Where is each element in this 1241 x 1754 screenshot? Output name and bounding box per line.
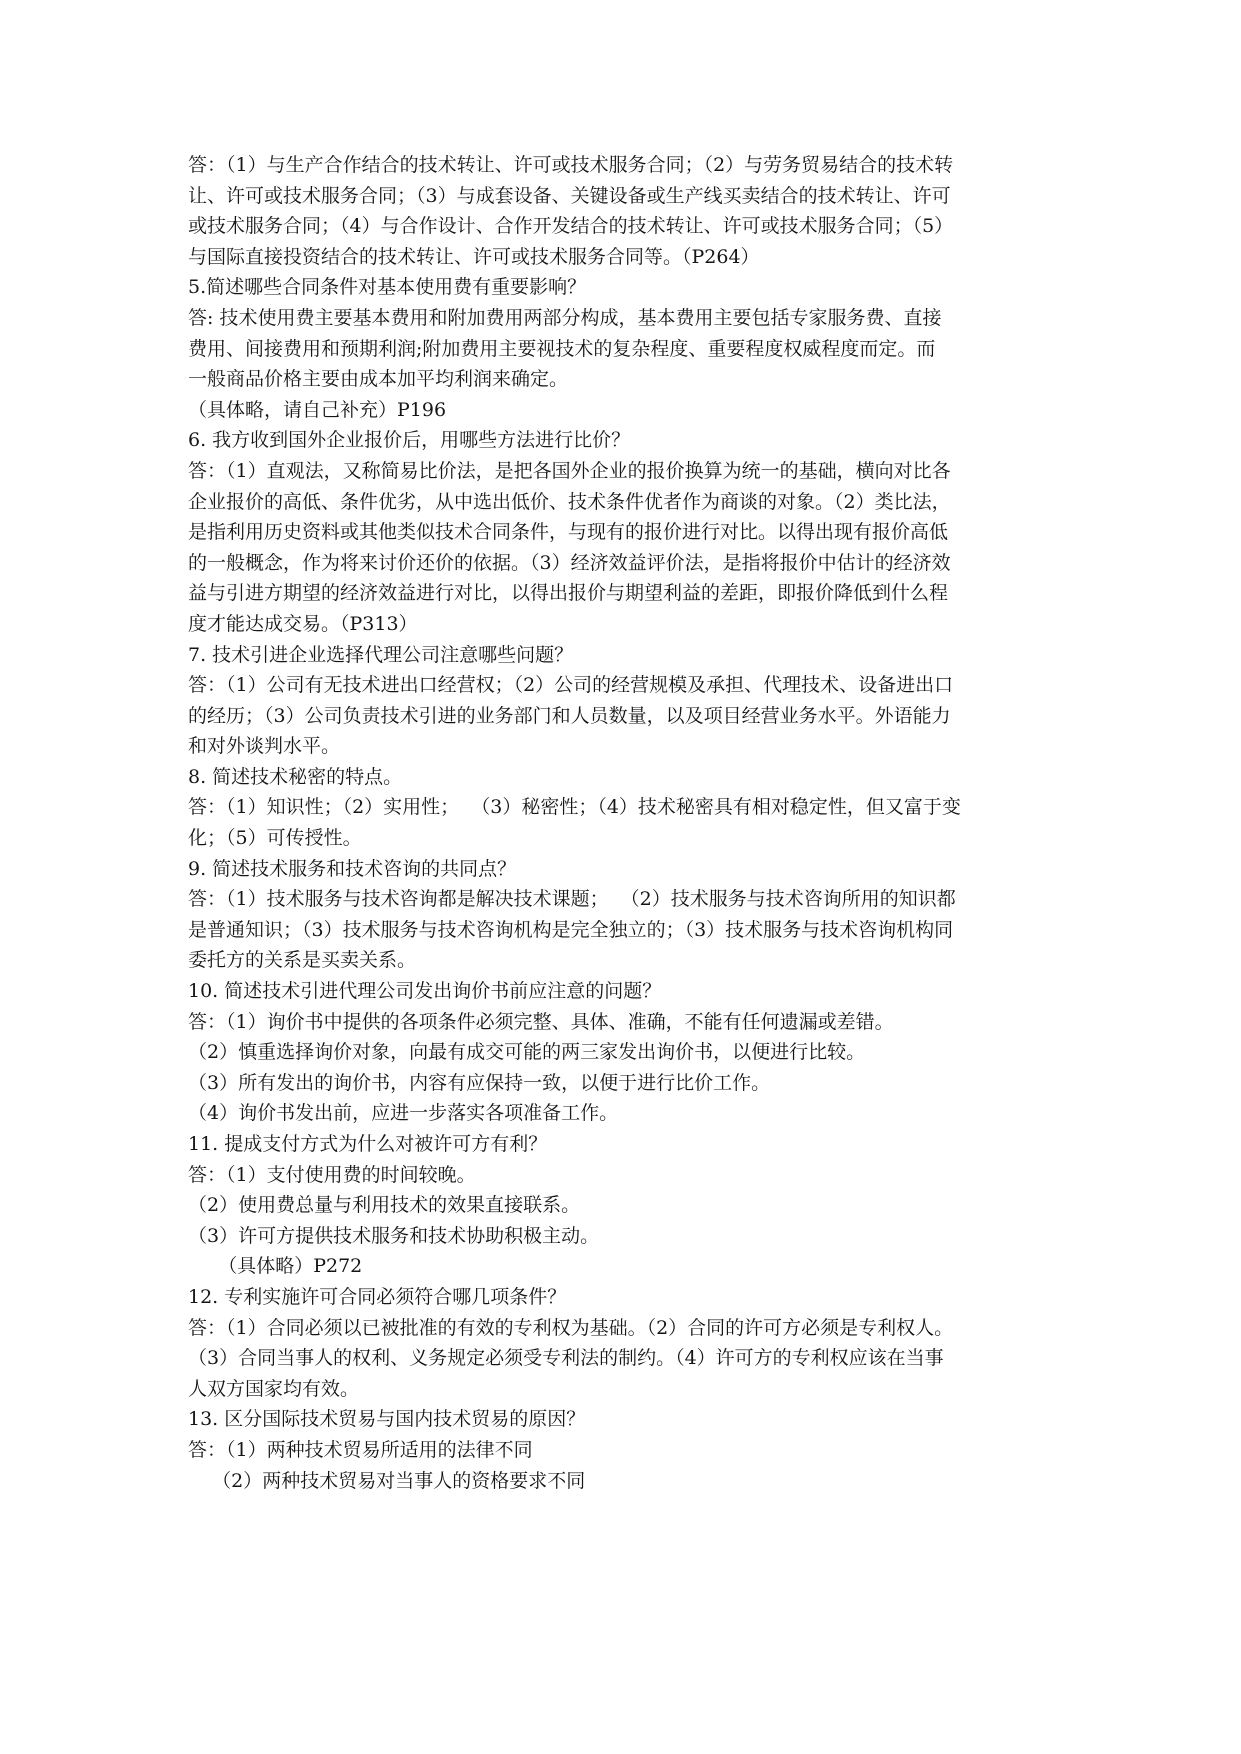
question-line: 13. 区分国际技术贸易与国内技术贸易的原因？ <box>188 1408 586 1431</box>
text-line: （2）慎重选择询价对象，向最有成交可能的两三家发出询价书，以便进行比较。 <box>188 1041 866 1064</box>
text-line: 让、许可或技术服务合同；（3）与成套设备、关键设备或生产线买卖结合的技术转让、许可 <box>188 184 951 207</box>
text-line: （3）合同当事人的权利、义务规定必须受专利法的制约。（4）许可方的专利权应该在当事 <box>188 1347 944 1370</box>
text-line: 答：（1）直观法，又称简易比价法，是把各国外企业的报价换算为统一的基础，横向对比各 <box>188 459 951 482</box>
text-line: 化；（5）可传授性。 <box>188 827 362 850</box>
text-line: （4）询价书发出前，应进一步落实各项准备工作。 <box>188 1102 619 1125</box>
text-line: 的经历；（3）公司负责技术引进的业务部门和人员数量，以及项目经营业务水平。外语能力 <box>188 704 951 727</box>
text-line: 企业报价的高低、条件优劣，从中选出低价、技术条件优者作为商谈的对象。（2）类比法， <box>188 490 951 513</box>
text-line: 答：（1）技术服务与技术咨询都是解决技术课题； （2）技术服务与技术咨询所用的知识都 <box>188 888 956 911</box>
text-line: 答：（1）两种技术贸易所适用的法律不同 <box>188 1438 533 1461</box>
text-line: 费用、间接费用和预期利润;附加费用主要视技术的复杂程度、重要程度权威程度而定。而 <box>188 337 936 360</box>
text-line: （具体略）P272 <box>188 1255 363 1278</box>
question-line: 11. 提成支付方式为什么对被许可方有利？ <box>188 1133 548 1155</box>
question-line: 7. 技术引进企业选择代理公司注意哪些问题？ <box>188 643 574 666</box>
text-line: 答：（1）与生产合作结合的技术转让、许可或技术服务合同；（2）与劳务贸易结合的技术转 <box>188 154 954 176</box>
question-line: 9. 简述技术服务和技术咨询的共同点？ <box>188 857 517 880</box>
text-line: 答：（1）合同必须以已被批准的有效的专利权为基础。（2）合同的许可方必须是专利权人。 <box>188 1316 954 1339</box>
text-line: （2）使用费总量与利用技术的效果直接联系。 <box>188 1194 581 1217</box>
question-line: 10. 简述技术引进代理公司发出询价书前应注意的问题？ <box>188 980 662 1003</box>
text-line: 答：（1）公司有无技术进出口经营权；（2）公司的经营规模及承担、代理技术、设备进出口 <box>188 674 954 697</box>
text-line: 是普通知识；（3）技术服务与技术咨询机构是完全独立的；（3）技术服务与技术咨询机构同 <box>188 918 954 941</box>
document-text <box>188 150 1058 1496</box>
question-line: 8. 简述技术秘密的特点。 <box>188 765 403 788</box>
text-line: 度才能达成交易。（P313） <box>188 612 418 635</box>
question-line: 12. 专利实施许可合同必须符合哪几项条件？ <box>188 1285 567 1308</box>
text-line: 和对外谈判水平。 <box>188 735 341 758</box>
question-line: 6. 我方收到国外企业报价后，用哪些方法进行比价？ <box>188 429 631 452</box>
question-line: 5.简述哪些合同条件对基本使用费有重要影响？ <box>188 276 587 299</box>
text-line: 人双方国家均有效。 <box>188 1377 360 1400</box>
text-line: 答：（1）支付使用费的时间较晚。 <box>188 1163 476 1186</box>
text-line: （2）两种技术贸易对当事人的资格要求不同 <box>188 1469 586 1492</box>
text-line: 一般商品价格主要由成本加平均利润来确定。 <box>188 368 569 391</box>
text-line: 与国际直接投资结合的技术转让、许可或技术服务合同等。（P264） <box>188 245 760 268</box>
text-line: 益与引进方期望的经济效益进行对比，以得出报价与期望利益的差距，即报价降低到什么程 <box>188 582 949 605</box>
text-line: 的一般概念，作为将来讨价还价的依据。（3）经济效益评价法，是指将报价中估计的经济效 <box>188 551 951 574</box>
text-line: （具体略，请自己补充）P196 <box>188 398 447 421</box>
text-line: （3）许可方提供技术服务和技术协助积极主动。 <box>188 1224 600 1247</box>
text-line: 答：（1）询价书中提供的各项条件必须完整、具体、准确，不能有任何遗漏或差错。 <box>188 1010 894 1033</box>
text-line: 答: 技术使用费主要基本费用和附加费用两部分构成，基本费用主要包括专家服务费、直接 <box>188 306 942 329</box>
text-line: 是指利用历史资料或其他类似技术合同条件，与现有的报价进行对比。以得出现有报价高低 <box>188 521 949 544</box>
text-line: 或技术服务合同；（4）与合作设计、合作开发结合的技术转让、许可或技术服务合同；（5） <box>188 215 954 238</box>
text-line: （3）所有发出的询价书，内容有应保持一致，以便于进行比价工作。 <box>188 1071 771 1094</box>
text-line: 委托方的关系是买卖关系。 <box>188 949 417 972</box>
text-line: 答：（1）知识性；（2）实用性； （3）秘密性；（4）技术秘密具有相对稳定性，但又富于变 <box>188 796 961 819</box>
